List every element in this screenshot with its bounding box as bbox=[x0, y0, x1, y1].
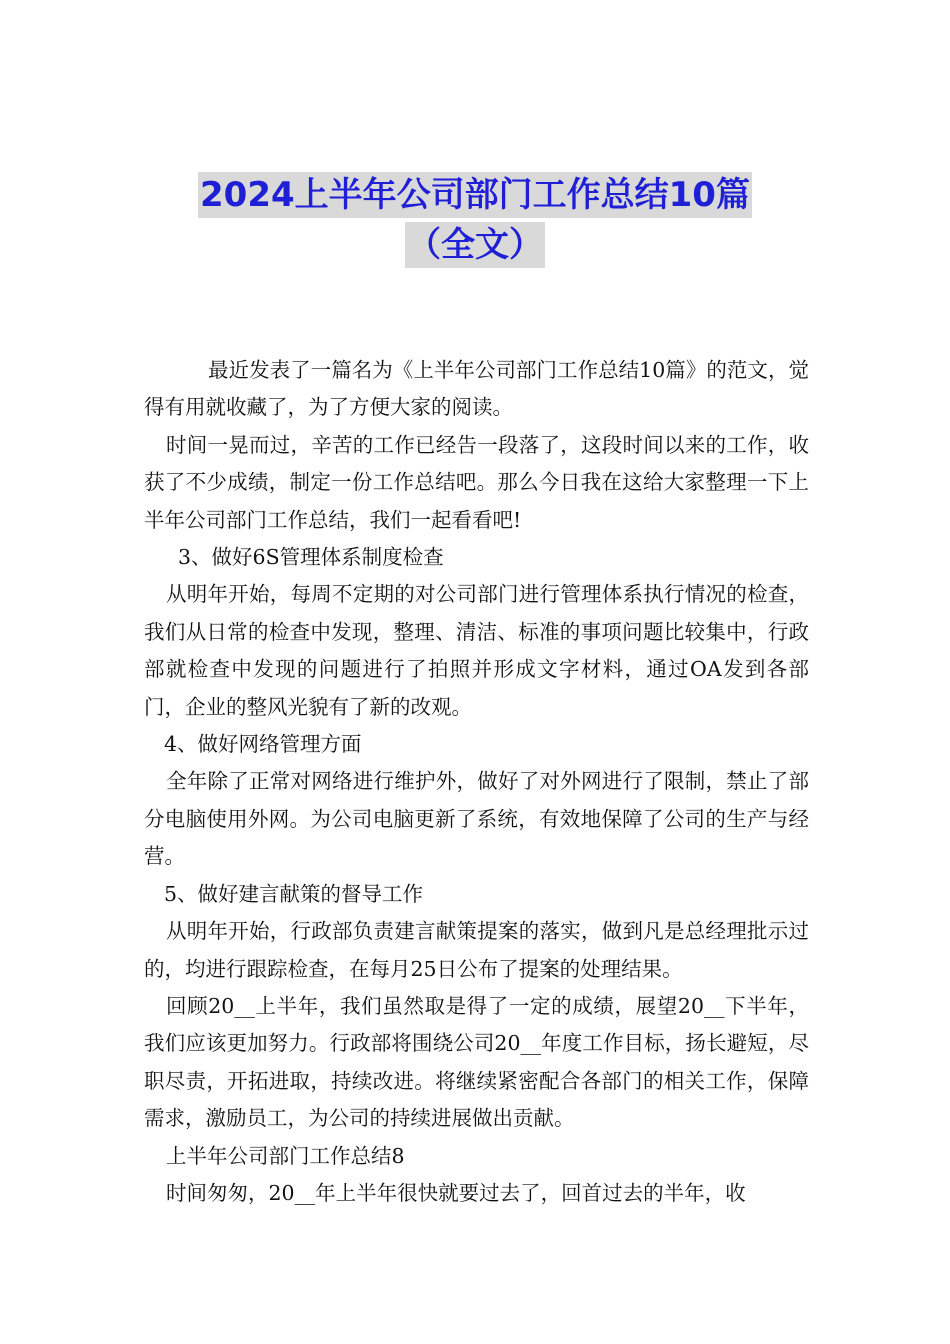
section-heading: 4、做好网络管理方面 bbox=[164, 732, 362, 757]
body-paragraph: 全年除了正常对网络进行维护外，做好了对外网进行了限制，禁止了部分电脑使用外网。为公司电脑更新了系统，有效地保障了公司的生产与经营。 bbox=[144, 769, 809, 869]
body-paragraph: 从明年开始，行政部负责建言献策提案的落实，做到凡是总经理批示过的，均进行跟踪检查，在每月25日公布了提案的处理结果。 bbox=[144, 919, 809, 981]
title-line-2: （全文） bbox=[405, 222, 545, 268]
section-heading: 上半年公司部门工作总结8 bbox=[166, 1143, 405, 1168]
intro-paragraph: 最近发表了一篇名为《上半年公司部门工作总结10篇》的范文，觉得有用就收藏了，为了方便大家的阅读。 bbox=[144, 358, 809, 420]
section-heading: 3、做好6S管理体系制度检查 bbox=[178, 545, 444, 570]
body-paragraph: 时间一晃而过，辛苦的工作已经告一段落了，这段时间以来的工作，收获了不少成绩，制定一份工作总结吧。那么今日我在这给大家整理一下上半年公司部门工作总结，我们一起看看吧! bbox=[144, 432, 809, 532]
document-body bbox=[144, 352, 809, 1212]
title-line-1: 2024上半年公司部门工作总结10篇 bbox=[198, 172, 752, 218]
document-title bbox=[0, 172, 950, 272]
body-paragraph: 回顾20__上半年，我们虽然取是得了一定的成绩，展望20__下半年，我们应该更加努力。行政部将围绕公司20__年度工作目标，扬长避短，尽职尽责，开拓进取，持续改进。将继续紧密配合各部门的相关工作，保障需求，激励员工，为公司的持续进展做出贡献。 bbox=[144, 993, 809, 1131]
section-heading: 5、做好建言献策的督导工作 bbox=[164, 881, 424, 906]
body-paragraph: 从明年开始，每周不定期的对公司部门进行管理体系执行情况的检查，我们从日常的检查中发现，整理、清洁、标准的事项问题比较集中，行政部就检查中发现的问题进行了拍照并形成文字材料，通过OA发到各部门，企业的整风光貌有了新的改观。 bbox=[144, 582, 809, 719]
body-paragraph: 时间匆匆，20__年上半年很快就要过去了，回首过去的半年，收 bbox=[166, 1180, 746, 1205]
